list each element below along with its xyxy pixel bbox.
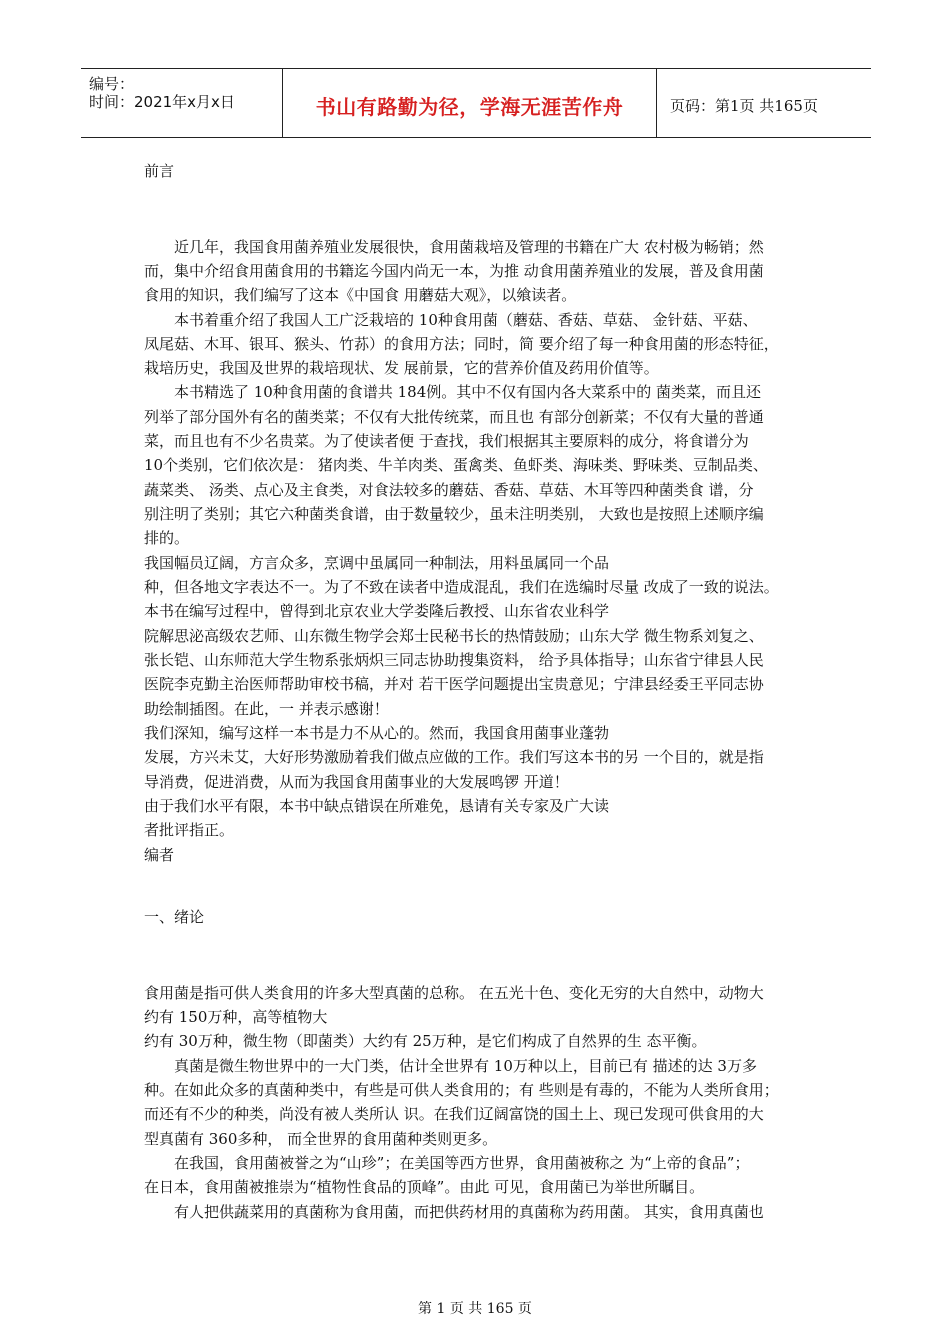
text-line: 由于我们水平有限，本书中缺点错误在所难免，恳请有关专家及广大读 <box>144 797 610 815</box>
text-line: 有人把供蔬菜用的真菌称为食用菌，而把供药材用的真菌称为药用菌。 其实，食用真菌也 <box>144 1203 764 1221</box>
document-number-label: 编号： <box>89 75 135 93</box>
text-line: 本书着重介绍了我国人工广泛栽培的 10种食用菌（蘑菇、香菇、草菇、 金针菇、平菇、 <box>144 311 758 329</box>
author-signature: 编者 <box>144 846 175 864</box>
text-line: 而还有不少的种类，尚没有被人类所认 识。在我们辽阔富饶的国土上、现已发现可供食用的大 <box>144 1105 764 1123</box>
text-line: 助绘制插图。在此，一 并表示感谢！ <box>144 700 389 718</box>
text-line: 发展，方兴未艾，大好形势激励着我们做点应做的工作。我们写这本书的另 一个目的，就是指 <box>144 748 764 766</box>
text-line: 别注明了类别；其它六种菌类食谱，由于数量较少，虽未注明类别， 大致也是按照上述顺序编 <box>144 505 764 523</box>
text-line: 约有 150万种，高等植物大 <box>144 1008 328 1026</box>
text-line: 凤尾菇、木耳、银耳、猴头、竹荪）的食用方法；同时，简 要介绍了每一种食用菌的形态特征， <box>144 335 779 353</box>
text-line: 食用的知识，我们编写了这本《中国食 用蘑菇大观》，以飨读者。 <box>144 286 577 304</box>
text-line: 张长铠、山东师范大学生物系张炳炽三同志协助搜集资料， 给予具体指导；山东省宁律县人民 <box>144 651 764 669</box>
text-line: 约有 30万种，微生物（即菌类）大约有 25万种，是它们构成了自然界的生 态平衡。 <box>144 1032 707 1050</box>
text-line: 10个类别，它们依次是： 猪肉类、牛羊肉类、蛋禽类、鱼虾类、海味类、野味类、豆制品类、 <box>144 456 768 474</box>
text-line: 在日本，食用菌被推崇为“植物性食品的顶峰”。由此 可见，食用菌已为举世所瞩目。 <box>144 1178 705 1196</box>
text-line: 我国幅员辽阔，方言众多，烹调中虽属同一种制法，用料虽属同一个品 <box>144 554 610 572</box>
text-line: 导消费，促进消费，从而为我国食用菌事业的大发展鸣锣 开道！ <box>144 773 569 791</box>
text-line: 栽培历史，我国及世界的栽培现状、发 展前景，它的营养价值及药用价值等。 <box>144 359 659 377</box>
text-line: 者批评指正。 <box>144 821 235 839</box>
text-line: 本书精选了 10种食用菌的食谱共 184例。其中不仅有国内各大菜系中的 菌类菜，而且还 <box>144 383 762 401</box>
text-line: 菜，而且也有不少名贵菜。为了使读者便 于查找，我们根据其主要原料的成分，将食谱分为 <box>144 432 749 450</box>
text-line: 型真菌有 360多种， 而全世界的食用菌种类则更多。 <box>144 1130 498 1148</box>
section-heading: 一、绪论 <box>144 908 205 926</box>
document-header <box>81 68 871 138</box>
text-line: 近几年，我国食用菌养殖业发展很快，食用菌栽培及管理的书籍在广大 农村极为畅销；然 <box>144 238 764 256</box>
text-line: 院解思泌高级农艺师、山东微生物学会郑士民秘书长的热情鼓励；山东大学 微生物系刘复之、 <box>144 627 764 645</box>
text-line: 种，但各地文字表达不一。为了不致在读者中造成混乱，我们在选编时尽量 改成了一致的说法。 <box>144 578 779 596</box>
header-meta-cell <box>81 69 281 137</box>
header-page-info: 页码：第1页 共165页 <box>670 97 818 115</box>
text-line: 蔬菜类、 汤类、点心及主食类，对食法较多的蘑菇、香菇、草菇、木耳等四种菌类食 谱，分 <box>144 481 754 499</box>
header-motto-cell <box>282 69 657 137</box>
page-footer: 第 1 页 共 165 页 <box>418 1301 532 1317</box>
text-line: 医院李克勤主治医师帮助审校书稿，并对 若干医学问题提出宝贵意见；宁津县经委王平同志协 <box>144 675 764 693</box>
header-page-cell <box>656 69 871 137</box>
document-time-label: 时间：2021年x月x日 <box>89 93 235 111</box>
header-motto: 书山有路勤为径，学海无涯苦作舟 <box>315 95 624 119</box>
text-line: 真菌是微生物世界中的一大门类，估计全世界有 10万种以上，目前已有 描述的达 3万多 <box>144 1057 757 1075</box>
text-line: 我们深知，编写这样一本书是力不从心的。然而，我国食用菌事业蓬勃 <box>144 724 610 742</box>
text-line: 而，集中介绍食用菌食用的书籍迄今国内尚无一本，为推 动食用菌养殖业的发展，普及食用菌 <box>144 262 764 280</box>
text-line: 种。在如此众多的真菌种类中，有些是可供人类食用的；有 些则是有毒的，不能为人类所食用； <box>144 1081 779 1099</box>
text-line: 列举了部分国外有名的菌类菜；不仅有大批传统菜，而且也 有部分创新菜；不仅有大量的普通 <box>144 408 764 426</box>
text-line: 排的。 <box>144 529 190 547</box>
preface-title: 前言 <box>144 162 175 180</box>
text-line: 食用菌是指可供人类食用的许多大型真菌的总称。 在五光十色、变化无穷的大自然中，动物大 <box>144 984 764 1002</box>
text-line: 在我国，食用菌被誉之为“山珍”；在美国等西方世界，食用菌被称之 为“上帝的食品”； <box>144 1154 750 1172</box>
text-line: 本书在编写过程中，曾得到北京农业大学娄隆后教授、山东省农业科学 <box>144 602 610 620</box>
